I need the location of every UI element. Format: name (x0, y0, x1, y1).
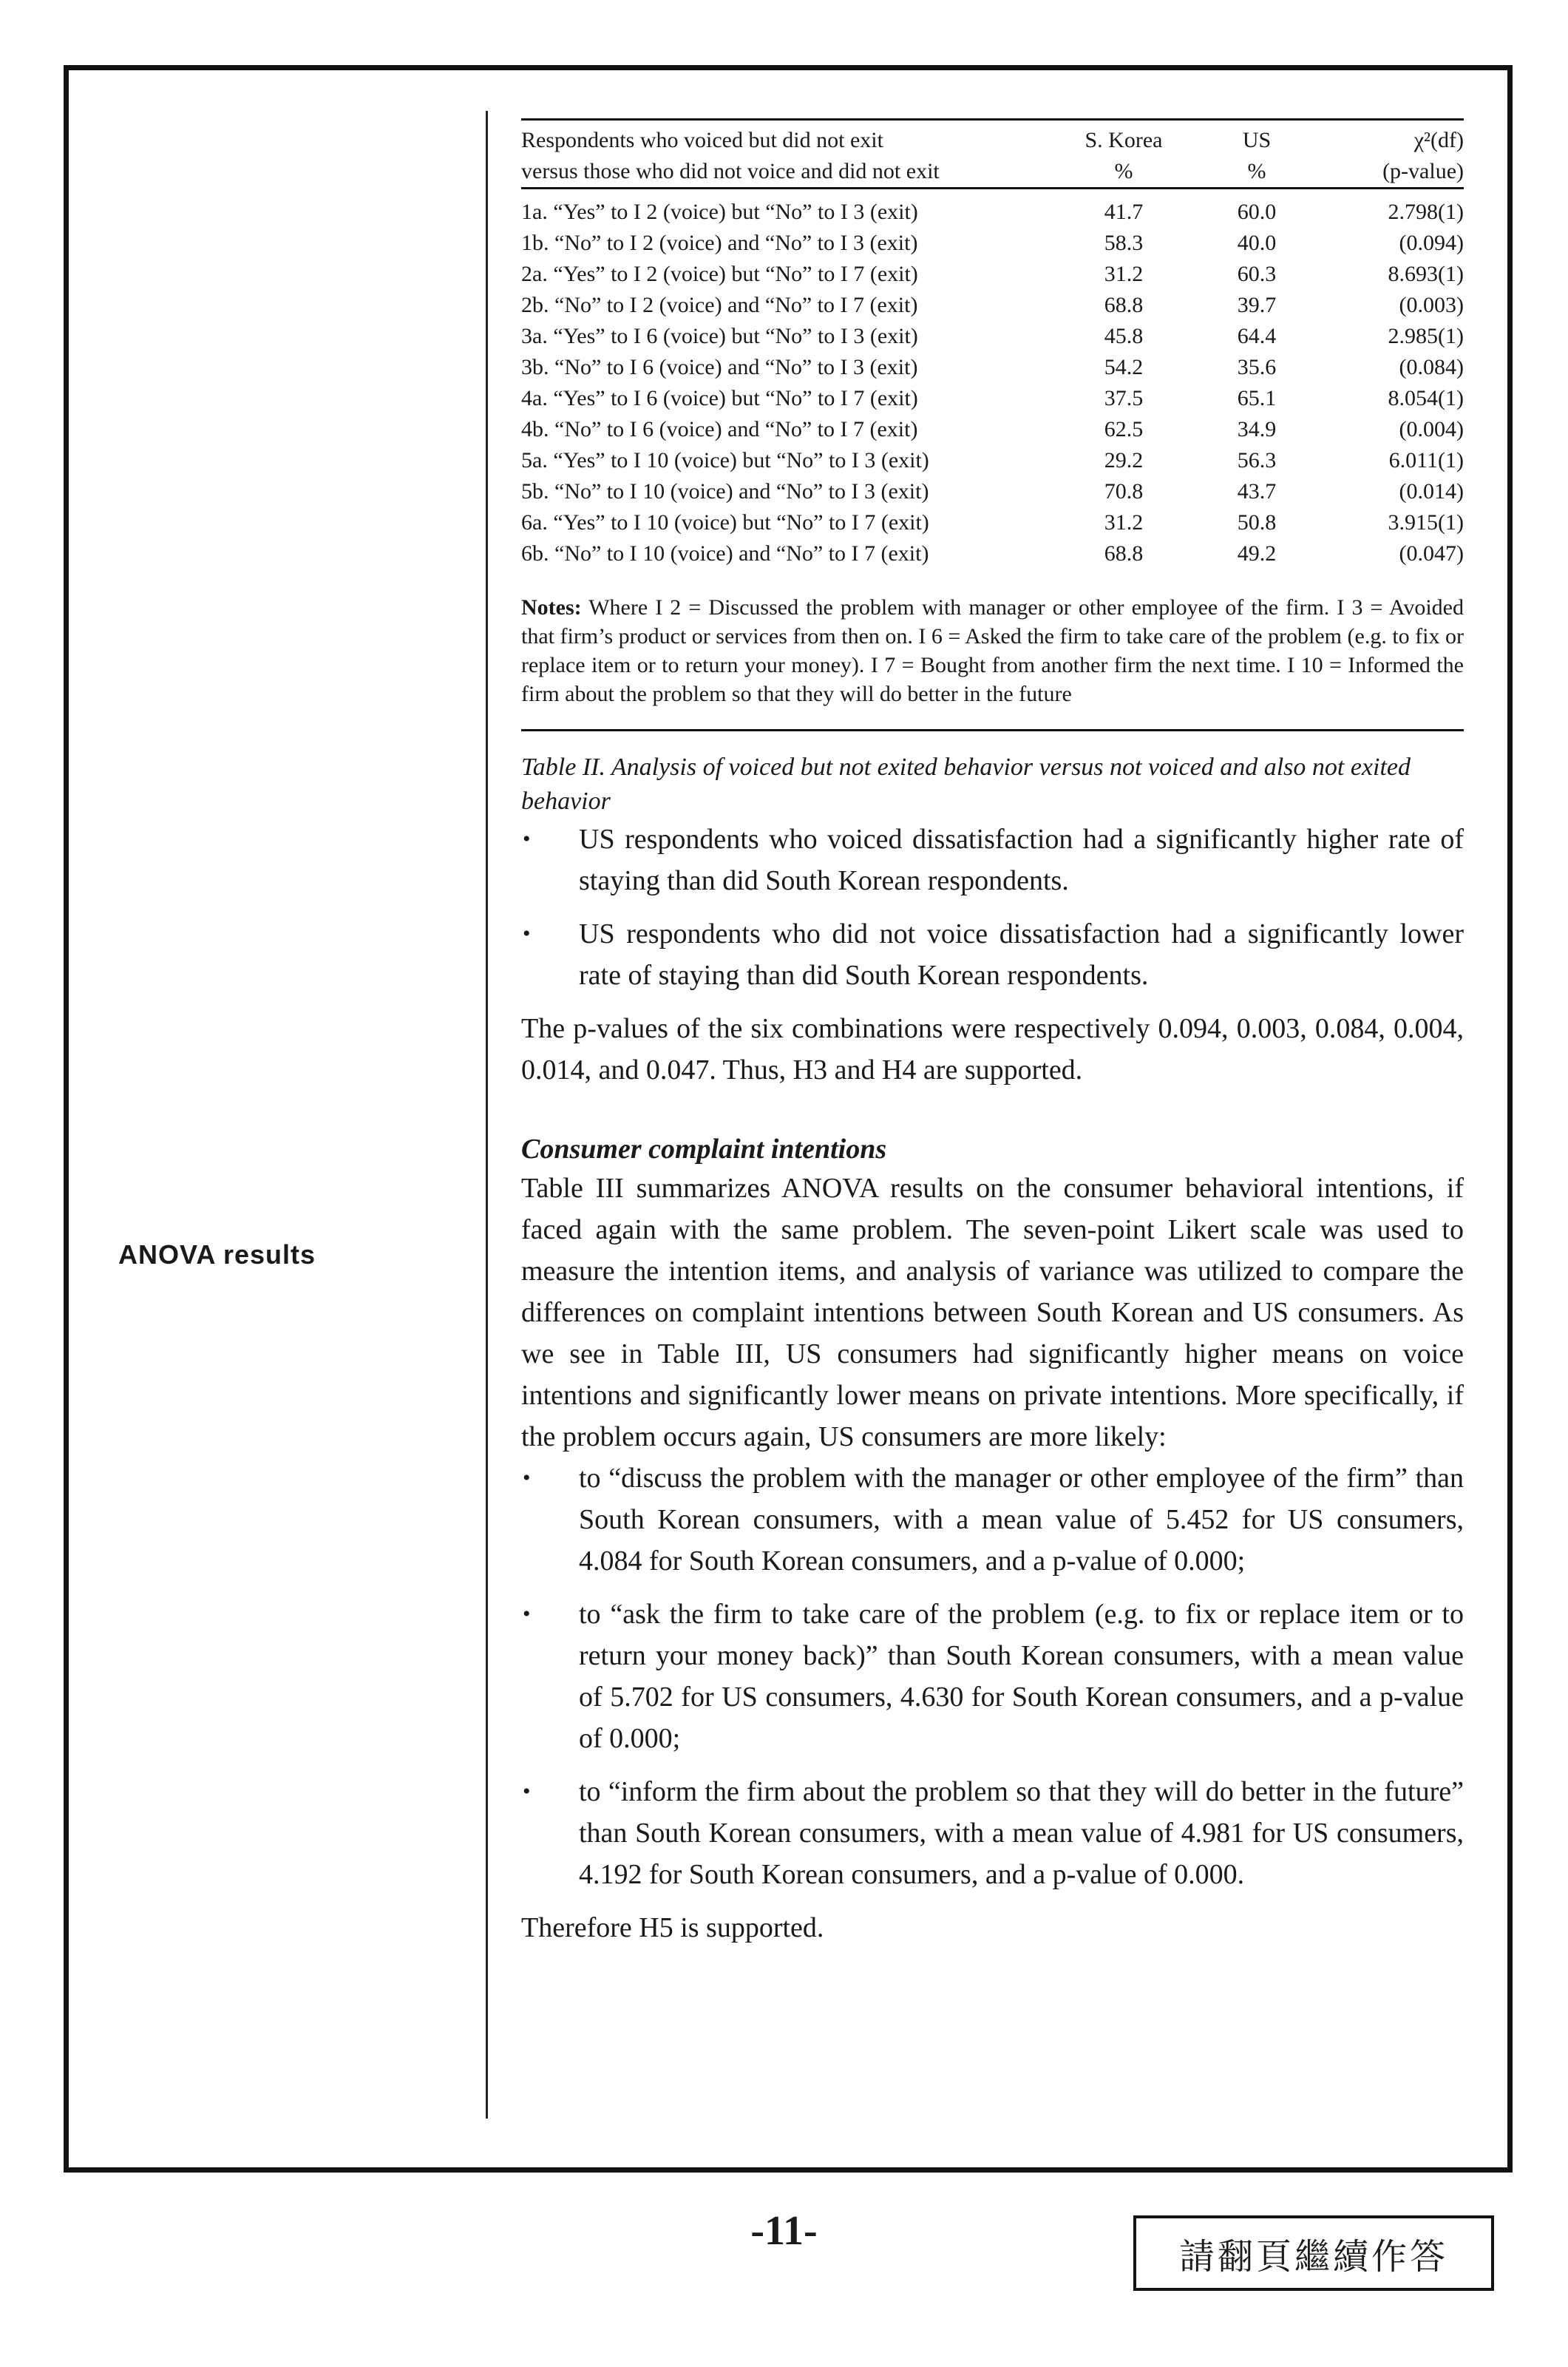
table-row (521, 507, 1464, 538)
anova-side-heading: ANOVA results (118, 1239, 316, 1270)
list-item: • to “ask the firm to take care of the problem (e.g. to fix or replace item or to return your money back)” than South Korean consumers, with a mean value of 5.702 for US consumers, 4.630 for South Korean consumers, and a p-value of 0.000; (521, 1594, 1464, 1759)
results-bullet-list (521, 819, 1464, 996)
continue-stamp: 請翻頁繼續作答 (1133, 2215, 1494, 2291)
list-item: • to “inform the firm about the problem so that they will do better in the future” than South Korean consumers, with a mean value of 4.981 for US consumers, 4.192 for South Korean consumers, and a p-value of 0.000. (521, 1771, 1464, 1895)
table-row (521, 414, 1464, 445)
voice-exit-table (521, 118, 1464, 569)
complaint-intentions-heading: Consumer complaint intentions (521, 1134, 887, 1165)
us-value: 49.2 (1237, 541, 1277, 566)
header-chi-square: χ²(df) (p-value) (1382, 128, 1464, 183)
chi-value: (0.014) (1399, 479, 1464, 504)
table-header (521, 120, 1464, 189)
us-value: 60.3 (1237, 262, 1277, 286)
us-value: 39.7 (1237, 293, 1277, 317)
table-row (521, 445, 1464, 476)
row-label: 3a. “Yes” to I 6 (voice) but “No” to I 3 (exit) (521, 324, 918, 348)
korea-value: 37.5 (1104, 386, 1144, 410)
chi-value: (0.084) (1399, 355, 1464, 379)
row-label: 5b. “No” to I 10 (voice) and “No” to I 3 (exit) (521, 479, 929, 504)
header-respondents: Respondents who voiced but did not exit versus those who did not voice and did not exit (521, 128, 940, 183)
korea-value: 62.5 (1104, 417, 1144, 441)
anova-bullet-list (521, 1457, 1464, 1895)
table-row (521, 352, 1464, 383)
anova-paragraph: Table III summarizes ANOVA results on the consumer behavioral intentions, if faced again with the same problem. The seven-point Likert scale was used to measure the intention items, and analysis of variance was utilized to compare the differences on complaint intentions between South Korean and US consumers. As we see in Table III, US consumers had significantly higher means on voice intentions and significantly lower means on private intentions. More specifically, if the problem occurs again, US consumers are more likely: (521, 1173, 1464, 1452)
row-label: 6a. “Yes” to I 10 (voice) but “No” to I 7 (exit) (521, 510, 929, 535)
table-row (521, 228, 1464, 259)
chi-value: (0.003) (1399, 293, 1464, 317)
chi-value: (0.047) (1399, 541, 1464, 566)
us-value: 35.6 (1237, 355, 1277, 379)
korea-value: 58.3 (1104, 231, 1144, 255)
us-value: 50.8 (1237, 510, 1277, 535)
header-korea: S. Korea % (1085, 128, 1163, 183)
conclusion: Therefore H5 is supported. (521, 1912, 824, 1943)
korea-value: 68.8 (1104, 293, 1144, 317)
us-value: 40.0 (1237, 231, 1277, 255)
table-caption: Table II. Analysis of voiced but not exited behavior versus not voiced and also not exited behavior (521, 754, 1411, 815)
list-item: • to “discuss the problem with the manager or other employee of the firm” than South Korean consumers, with a mean value of 5.452 for US consumers, 4.084 for South Korean consumers, and a p-value of 0.000; (521, 1457, 1464, 1582)
row-label: 3b. “No” to I 6 (voice) and “No” to I 3 (exit) (521, 355, 918, 379)
row-label: 2a. “Yes” to I 2 (voice) but “No” to I 7 (exit) (521, 262, 918, 286)
chi-value: (0.004) (1399, 417, 1464, 441)
list-item: • US respondents who voiced dissatisfaction had a significantly higher rate of staying than did South Korean respondents. (521, 819, 1464, 901)
table-row (521, 383, 1464, 414)
chi-value: 2.985(1) (1388, 324, 1464, 348)
us-value: 65.1 (1237, 386, 1277, 410)
table-row (521, 538, 1464, 569)
row-label: 1a. “Yes” to I 2 (voice) but “No” to I 3 (exit) (521, 200, 918, 224)
table-row (521, 321, 1464, 352)
table-notes (521, 593, 1464, 731)
main-column (521, 118, 1464, 1948)
chi-value: 3.915(1) (1388, 510, 1464, 535)
us-value: 64.4 (1237, 324, 1277, 348)
korea-value: 68.8 (1104, 541, 1144, 566)
chi-value: 2.798(1) (1388, 200, 1464, 224)
notes-label: Notes: (521, 595, 582, 620)
us-value: 60.0 (1237, 200, 1277, 224)
notes-text: Where I 2 = Discussed the problem with manager or other employee of the firm. I 3 = Avoided that firm’s product or services from then on. I 6 = Asked the firm to take care of the problem (e.g. to fix or replace item or to return your money). I 7 = Bought from another firm the next time. I 10 = Informed the firm about the problem so that they will do better in the future (521, 595, 1464, 706)
chi-value: 6.011(1) (1388, 448, 1464, 473)
korea-value: 29.2 (1104, 448, 1144, 473)
row-label: 5a. “Yes” to I 10 (voice) but “No” to I 3 (exit) (521, 448, 929, 473)
table-row (521, 290, 1464, 321)
korea-value: 70.8 (1104, 479, 1144, 504)
korea-value: 45.8 (1104, 324, 1144, 348)
table-row (521, 476, 1464, 507)
us-value: 34.9 (1237, 417, 1277, 441)
row-label: 1b. “No” to I 2 (voice) and “No” to I 3 (exit) (521, 231, 918, 255)
korea-value: 41.7 (1104, 200, 1144, 224)
us-value: 43.7 (1237, 479, 1277, 504)
page-number: -11- (750, 2208, 818, 2254)
row-label: 2b. “No” to I 2 (voice) and “No” to I 7 (exit) (521, 293, 918, 317)
table-body (521, 189, 1464, 570)
chi-value: 8.693(1) (1388, 262, 1464, 286)
korea-value: 54.2 (1104, 355, 1144, 379)
row-label: 4b. “No” to I 6 (voice) and “No” to I 7 (exit) (521, 417, 918, 441)
table-row (521, 259, 1464, 290)
korea-value: 31.2 (1104, 510, 1144, 535)
us-value: 56.3 (1237, 448, 1277, 473)
chi-value: 8.054(1) (1388, 386, 1464, 410)
korea-value: 31.2 (1104, 262, 1144, 286)
table-row (521, 189, 1464, 228)
header-us: US % (1242, 128, 1272, 183)
row-label: 6b. “No” to I 10 (voice) and “No” to I 7 (exit) (521, 541, 929, 566)
chi-value: (0.094) (1399, 231, 1464, 255)
margin-divider (486, 111, 488, 2119)
list-item: • US respondents who did not voice dissatisfaction had a significantly lower rate of staying than did South Korean respondents. (521, 913, 1464, 996)
row-label: 4a. “Yes” to I 6 (voice) but “No” to I 7 (exit) (521, 386, 918, 410)
p-values-paragraph: The p-values of the six combinations were respectively 0.094, 0.003, 0.084, 0.004, 0.014, and 0.047. Thus, H3 and H4 are supported. (521, 1013, 1464, 1086)
